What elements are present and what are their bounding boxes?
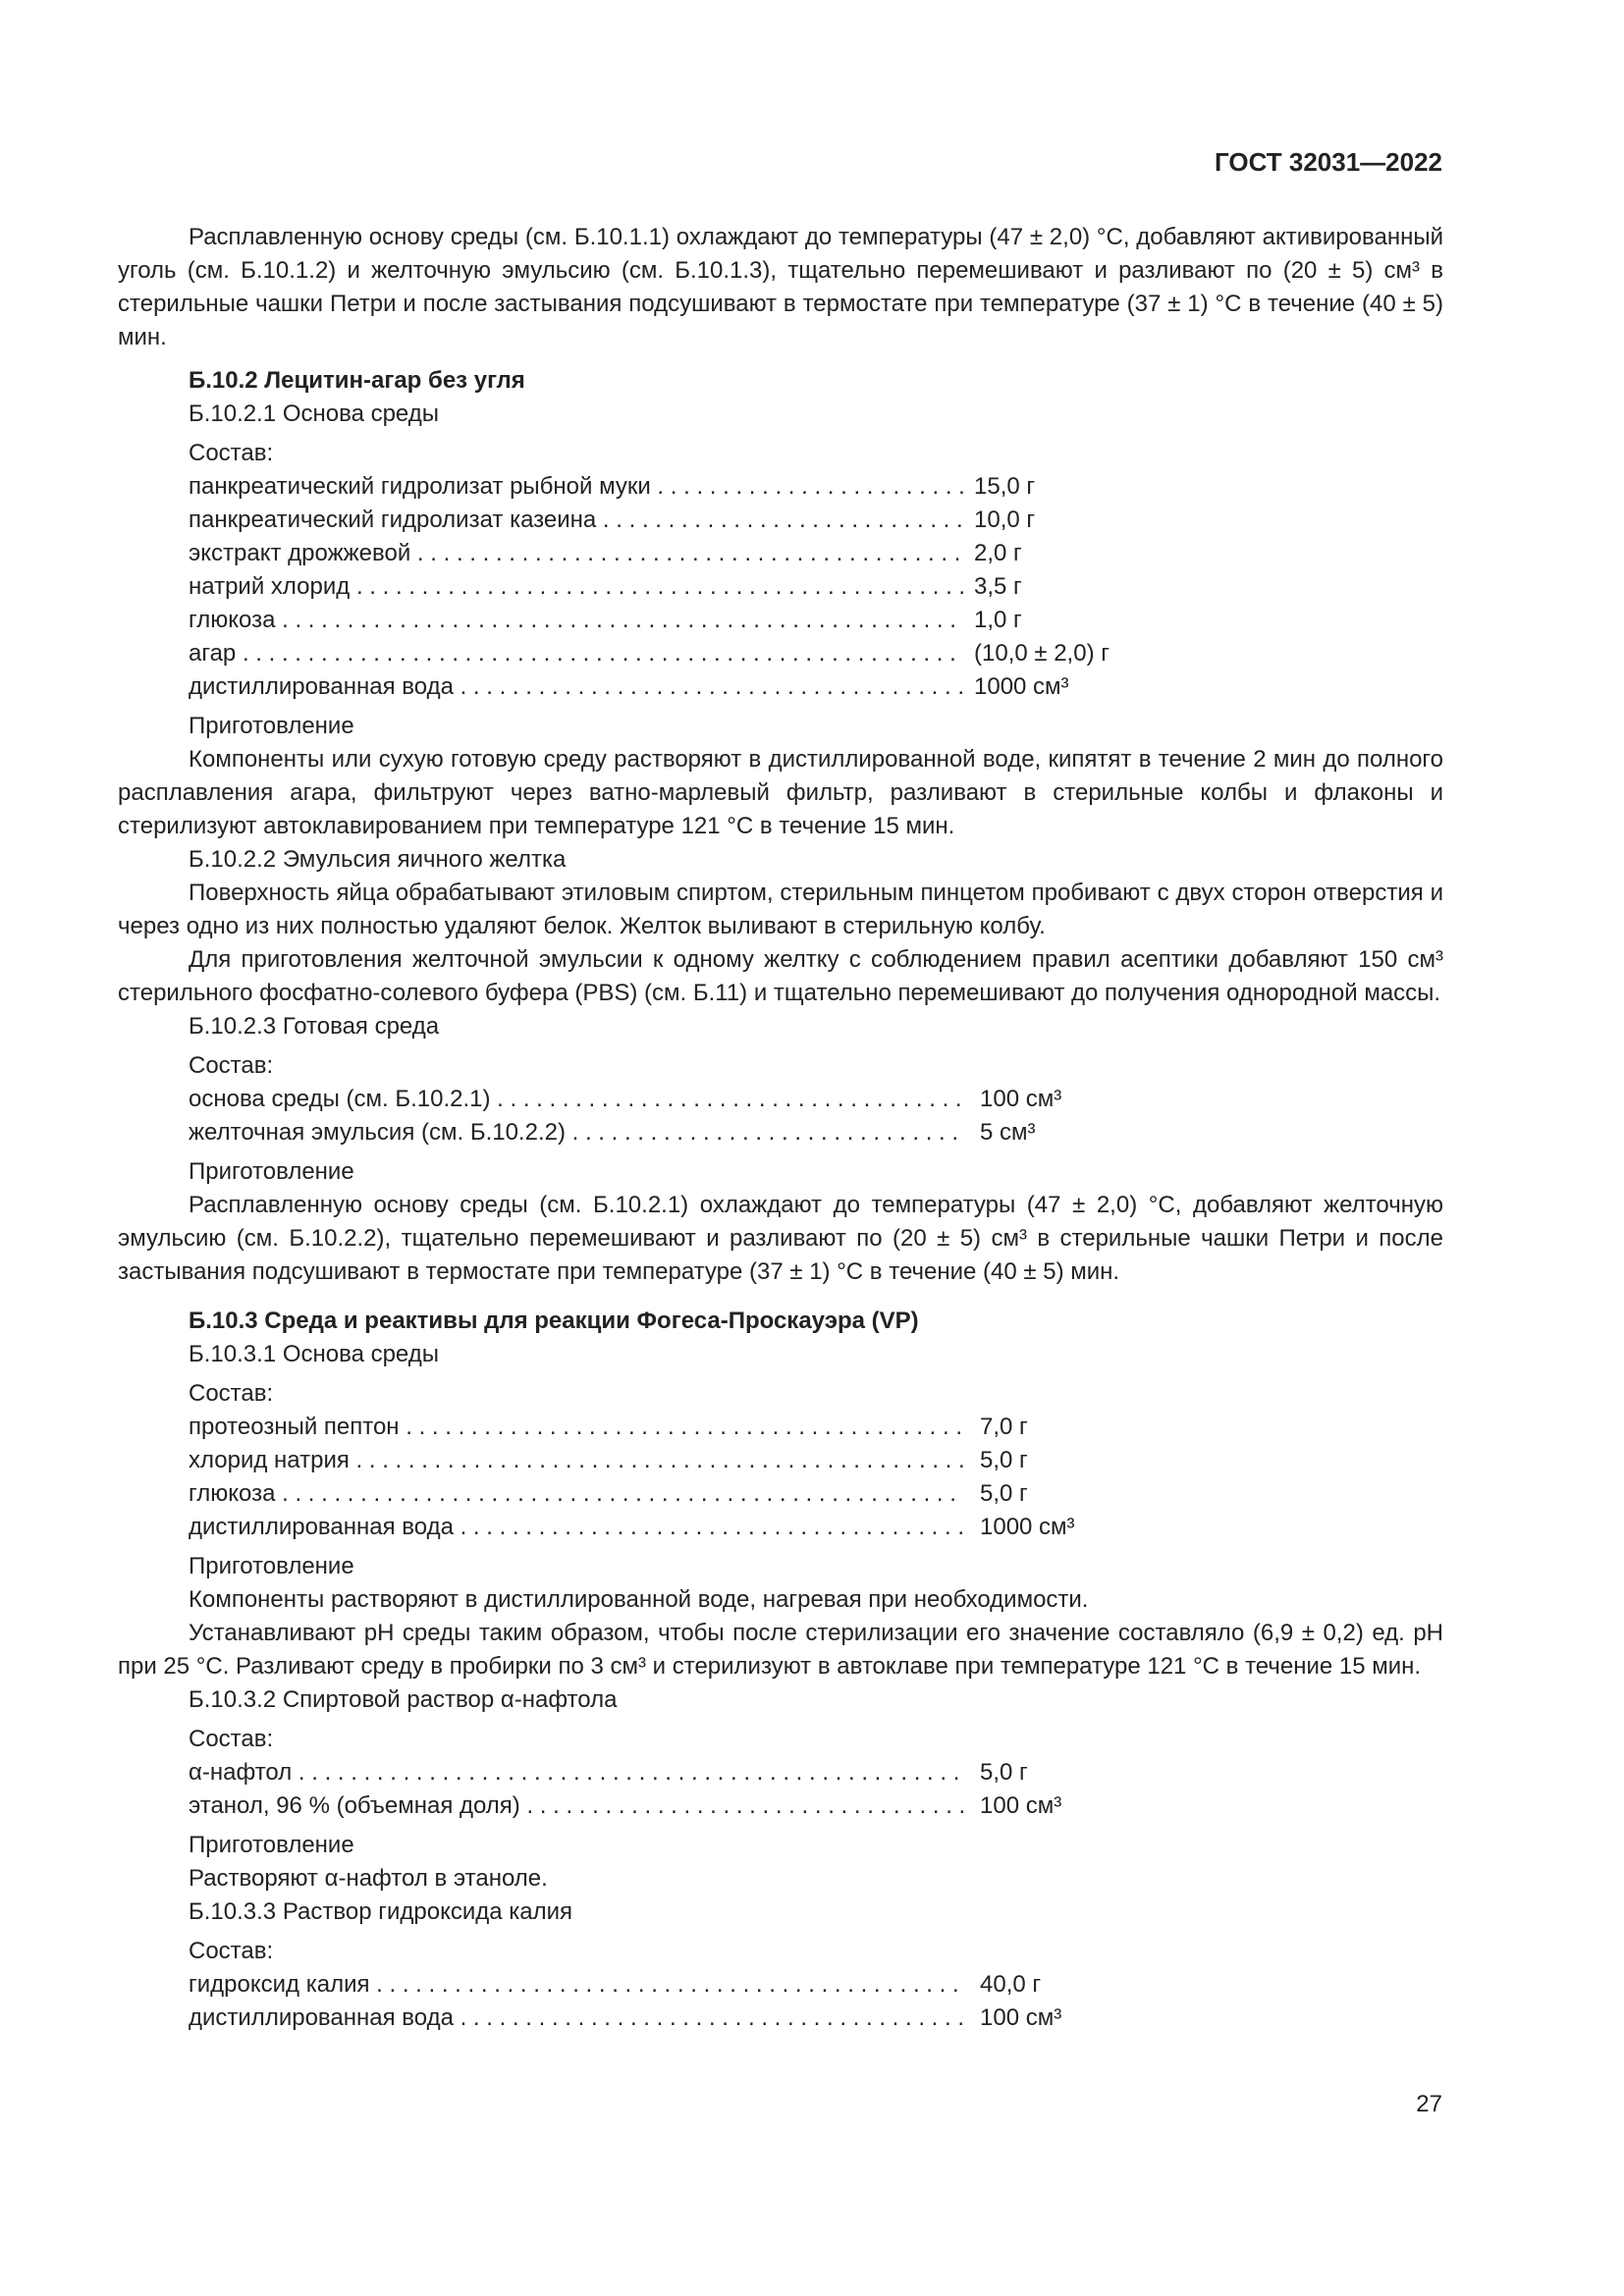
ingredient-name: натрий хлорид . . . xyxy=(189,570,964,604)
ingredient-value: 1000 см³ xyxy=(980,1514,1075,1540)
ingredient-row xyxy=(118,1756,1443,1789)
ingredient-value: 5,0 г xyxy=(980,1447,1028,1473)
ingredient-name: панкреатический гидролизат казеина . . . xyxy=(189,504,964,537)
section-heading-b10-3: Б.10.3 Среда и реактивы для реакции Фогеса-Проскауэра (VP) xyxy=(189,1308,919,1334)
preparation-label: Приготовление xyxy=(189,713,354,739)
ingredient-value: (10,0 ± 2,0) г xyxy=(974,640,1110,667)
subsection-title: Б.10.3.3 Раствор гидроксида калия xyxy=(189,1898,573,1925)
ingredient-row xyxy=(118,604,1443,637)
ingredient-name: панкреатический гидролизат рыбной муки . . . xyxy=(189,470,964,504)
composition-label: Состав: xyxy=(189,1380,274,1407)
ingredient-name: этанол, 96 % (объемная доля) . . . xyxy=(189,1789,964,1823)
ingredient-value: 100 см³ xyxy=(980,1792,1062,1819)
ingredient-row xyxy=(118,1477,1443,1511)
preparation-label: Приготовление xyxy=(189,1553,354,1579)
ingredient-row xyxy=(118,570,1443,604)
ingredient-value: 3,5 г xyxy=(974,573,1022,600)
ingredient-name: агар . . . xyxy=(189,637,964,670)
ingredient-value: 1000 см³ xyxy=(974,673,1069,700)
ingredient-name: глюкоза . . . xyxy=(189,1477,964,1511)
section-heading-b10-2: Б.10.2 Лецитин-агар без угля xyxy=(189,367,525,394)
ingredient-list xyxy=(118,470,1443,704)
composition-label: Состав: xyxy=(189,1938,274,1964)
ingredient-value: 10,0 г xyxy=(974,507,1036,533)
preparation-text: Расплавленную основу среды (см. Б.10.2.1) охлаждают до температуры (47 ± 2,0) °С, добавляют желточную эмульсию (см. Б.10.2.2), тщательно перемешивают и разливают по (20 ± 5) см³ в стерильные чашки Петри и после застывания подсушивают в термостате при температуре (37 ± 1) °С в течение (40 ± 5) мин. xyxy=(118,1192,1443,1285)
composition-label: Состав: xyxy=(189,440,274,466)
ingredient-row xyxy=(118,1789,1443,1823)
subsection-title: Б.10.3.1 Основа среды xyxy=(189,1341,439,1367)
ingredient-list xyxy=(118,1756,1443,1823)
preparation-text: Компоненты растворяют в дистиллированной воде, нагревая при необходимости. xyxy=(189,1586,1089,1613)
ingredient-value: 5,0 г xyxy=(980,1759,1028,1786)
ingredient-list xyxy=(118,1968,1443,2035)
composition-label: Состав: xyxy=(189,1052,274,1079)
ingredient-name: дистиллированная вода . . . xyxy=(189,670,964,704)
ingredient-name: основа среды (см. Б.10.2.1) . . . xyxy=(189,1083,964,1116)
ingredient-value: 1,0 г xyxy=(974,607,1022,633)
ingredient-name: экстракт дрожжевой . . . xyxy=(189,537,964,570)
paragraph: Поверхность яйца обрабатывают этиловым спиртом, стерильным пинцетом пробивают с двух сторон отверстия и через одно из них полностью удаляют белок. Желток выливают в стерильную колбу. xyxy=(118,880,1443,939)
ingredient-name: глюкоза . . . xyxy=(189,604,964,637)
preparation-label: Приготовление xyxy=(189,1158,354,1185)
ingredient-row xyxy=(118,1968,1443,2002)
ingredient-value: 7,0 г xyxy=(980,1414,1028,1440)
ingredient-row xyxy=(118,1116,1443,1149)
ingredient-row xyxy=(118,1411,1443,1444)
ingredient-list xyxy=(118,1083,1443,1149)
subsection-title: Б.10.3.2 Спиртовой раствор α-нафтола xyxy=(189,1686,618,1713)
ingredient-value: 5,0 г xyxy=(980,1480,1028,1507)
ingredient-list xyxy=(118,1411,1443,1544)
subsection-title: Б.10.2.2 Эмульсия яичного желтка xyxy=(189,846,567,873)
ingredient-name: дистиллированная вода . . . xyxy=(189,2002,964,2035)
ingredient-row xyxy=(118,2002,1443,2035)
preparation-text: Устанавливают рН среды таким образом, чтобы после стерилизации его значение составляло (6,9 ± 0,2) ед. рН при 25 °С. Разливают среду в пробирки по 3 см³ и стерилизуют в автоклаве при температуре 121 °С в течение 15 мин. xyxy=(118,1620,1443,1680)
ingredient-row xyxy=(118,637,1443,670)
ingredient-value: 100 см³ xyxy=(980,1086,1062,1112)
ingredient-name: хлорид натрия . . . xyxy=(189,1444,964,1477)
paragraph: Для приготовления желточной эмульсии к одному желтку с соблюдением правил асептики добавляют 150 см³ стерильного фосфатно-солевого буфера (PBS) (см. Б.11) и тщательно перемешивают до получения однородной массы. xyxy=(118,946,1443,1006)
ingredient-row xyxy=(118,1511,1443,1544)
ingredient-name: дистиллированная вода . . . xyxy=(189,1511,964,1544)
ingredient-row xyxy=(118,537,1443,570)
ingredient-row xyxy=(118,470,1443,504)
ingredient-row xyxy=(118,1444,1443,1477)
ingredient-name: протеозный пептон . . . xyxy=(189,1411,964,1444)
ingredient-name: желточная эмульсия (см. Б.10.2.2) . . . xyxy=(189,1116,964,1149)
ingredient-row xyxy=(118,504,1443,537)
ingredient-value: 40,0 г xyxy=(980,1971,1042,1998)
document-header: ГОСТ 32031—2022 xyxy=(1215,147,1442,177)
page-content xyxy=(118,221,1443,2035)
ingredient-value: 5 см³ xyxy=(980,1119,1036,1146)
composition-label: Состав: xyxy=(189,1726,274,1752)
ingredient-row xyxy=(118,670,1443,704)
preparation-text: Растворяют α-нафтол в этаноле. xyxy=(189,1865,548,1892)
subsection-title: Б.10.2.1 Основа среды xyxy=(189,400,439,427)
ingredient-name: гидроксид калия . . . xyxy=(189,1968,964,2002)
ingredient-value: 100 см³ xyxy=(980,2004,1062,2031)
preparation-text: Компоненты или сухую готовую среду растворяют в дистиллированной воде, кипятят в течение 2 мин до полного расплавления агара, фильтруют через ватно-марлевый фильтр, разливают в стерильные колбы и флаконы и стерилизуют автоклавированием при температуре 121 °С в течение 15 мин. xyxy=(118,746,1443,839)
intro-paragraph: Расплавленную основу среды (см. Б.10.1.1) охлаждают до температуры (47 ± 2,0) °С, добавляют активированный уголь (см. Б.10.1.2) и желточную эмульсию (см. Б.10.1.3), тщательно перемешивают и разливают по (20 ± 5) см³ в стерильные чашки Петри и после застывания подсушивают в термостате при температуре (37 ± 1) °С в течение (40 ± 5) мин. xyxy=(118,224,1443,350)
ingredient-value: 2,0 г xyxy=(974,540,1022,566)
ingredient-value: 15,0 г xyxy=(974,473,1036,500)
subsection-title: Б.10.2.3 Готовая среда xyxy=(189,1013,440,1040)
ingredient-row xyxy=(118,1083,1443,1116)
ingredient-name: α-нафтол . . . xyxy=(189,1756,964,1789)
preparation-label: Приготовление xyxy=(189,1832,354,1858)
page-number: 27 xyxy=(1416,2091,1442,2117)
